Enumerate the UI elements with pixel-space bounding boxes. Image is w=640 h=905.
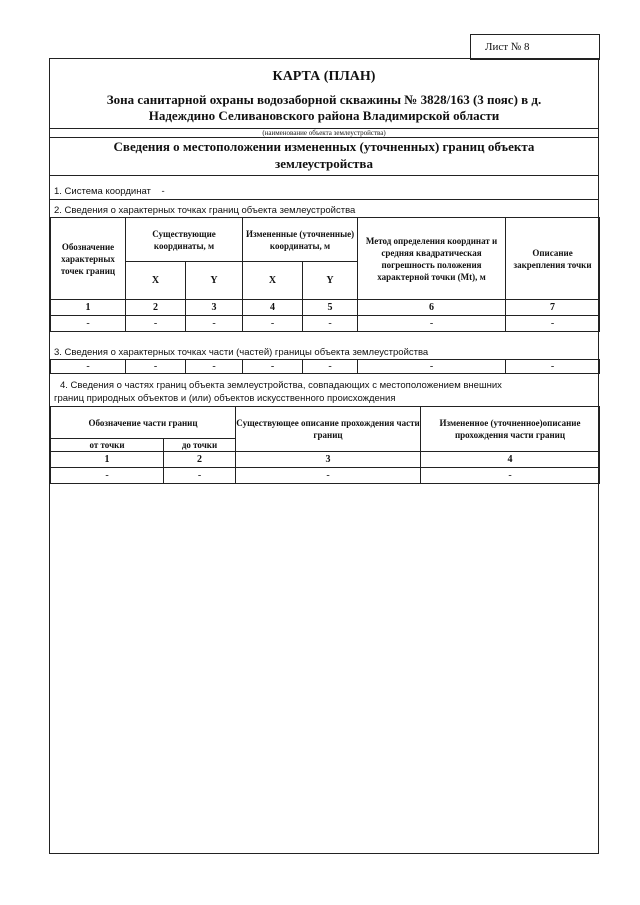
divider-before-section-1 bbox=[50, 175, 598, 176]
header-y-changed: Y bbox=[303, 262, 358, 300]
zone-heading-line-2: Надеждино Селивановского района Владимирской области bbox=[148, 108, 500, 123]
map-title: КАРТА (ПЛАН) bbox=[272, 69, 376, 84]
part-boundary-points-table bbox=[50, 359, 600, 374]
table-cell: - bbox=[421, 468, 600, 484]
zone-heading bbox=[50, 92, 598, 124]
coordinate-system-text: 1. Система координат bbox=[54, 186, 151, 197]
column-number: 7 bbox=[506, 300, 600, 316]
column-number: 1 bbox=[51, 452, 164, 468]
table-cell: - bbox=[506, 360, 600, 374]
object-caption: (наименование объекта землеустройства) bbox=[262, 129, 386, 137]
header-description: Описание закрепления точки bbox=[506, 218, 600, 300]
table-row bbox=[51, 360, 600, 374]
header-changed-coordinates: Измененные (уточненные) координаты, м bbox=[243, 218, 358, 262]
coordinate-system-value: - bbox=[161, 186, 165, 197]
column-number: 2 bbox=[164, 452, 236, 468]
sheet-number-box bbox=[470, 34, 600, 60]
header-existing-description: Существующее описание прохождения части границ bbox=[236, 407, 421, 452]
section-title bbox=[50, 138, 598, 172]
table-cell: - bbox=[358, 360, 506, 374]
table-cell: - bbox=[243, 316, 303, 332]
table-cell: - bbox=[303, 360, 358, 374]
table-cell: - bbox=[358, 316, 506, 332]
table-row bbox=[51, 316, 600, 332]
table-cell: - bbox=[51, 316, 126, 332]
section-4-label-line-1: 4. Сведения о частях границ объекта землеустройства, совпадающих с местоположением внешних bbox=[60, 380, 502, 391]
coordinate-system-label bbox=[54, 186, 165, 197]
table-cell: - bbox=[506, 316, 600, 332]
table-cell: - bbox=[126, 360, 186, 374]
header-x-changed: X bbox=[243, 262, 303, 300]
table-cell: - bbox=[236, 468, 421, 484]
column-numbers-row bbox=[51, 452, 600, 468]
column-number: 5 bbox=[303, 300, 358, 316]
table-cell: - bbox=[164, 468, 236, 484]
header-designation: Обозначение характерных точек границ bbox=[51, 218, 126, 300]
column-number: 1 bbox=[51, 300, 126, 316]
section-title-line-2: землеустройства bbox=[275, 156, 373, 171]
header-part-designation: Обозначение части границ bbox=[51, 407, 236, 439]
sheet-number: Лист № 8 bbox=[485, 41, 530, 53]
section-4-label-line-2: границ природных объектов и (или) объектов искусственного происхождения bbox=[54, 393, 396, 404]
characteristic-points-table bbox=[50, 217, 600, 332]
column-number: 3 bbox=[236, 452, 421, 468]
table-cell: - bbox=[51, 360, 126, 374]
table-cell: - bbox=[126, 316, 186, 332]
header-to-point: до точки bbox=[164, 439, 236, 452]
column-number: 3 bbox=[186, 300, 243, 316]
section-title-line-1: Сведения о местоположении измененных (уточненных) границ объекта bbox=[113, 139, 535, 154]
column-number: 2 bbox=[126, 300, 186, 316]
document-frame bbox=[49, 58, 599, 854]
column-numbers-row bbox=[51, 300, 600, 316]
table-cell: - bbox=[186, 316, 243, 332]
section-4-label bbox=[54, 379, 502, 405]
header-existing-coordinates: Существующие координаты, м bbox=[126, 218, 243, 262]
zone-heading-line-1: Зона санитарной охраны водозаборной скважины № 3828/163 (3 пояс) в д. bbox=[106, 92, 542, 107]
divider-before-section-2 bbox=[50, 199, 598, 200]
header-x-existing: X bbox=[126, 262, 186, 300]
table-cell: - bbox=[243, 360, 303, 374]
header-changed-description: Измененное (уточненное)описание прохождения части границ bbox=[421, 407, 600, 452]
header-from-point: от точки bbox=[51, 439, 164, 452]
table-row bbox=[51, 468, 600, 484]
table-cell: - bbox=[186, 360, 243, 374]
column-number: 6 bbox=[358, 300, 506, 316]
table-cell: - bbox=[51, 468, 164, 484]
header-y-existing: Y bbox=[186, 262, 243, 300]
column-number: 4 bbox=[243, 300, 303, 316]
header-method: Метод определения координат и средняя квадратическая погрешность положения характерной точки (Mt), м bbox=[358, 218, 506, 300]
matching-boundaries-table bbox=[50, 406, 600, 484]
section-2-label: 2. Сведения о характерных точках границ объекта землеустройства bbox=[54, 205, 356, 216]
column-number: 4 bbox=[421, 452, 600, 468]
section-3-label: 3. Сведения о характерных точках части (частей) границы объекта землеустройства bbox=[54, 347, 429, 358]
table-cell: - bbox=[303, 316, 358, 332]
